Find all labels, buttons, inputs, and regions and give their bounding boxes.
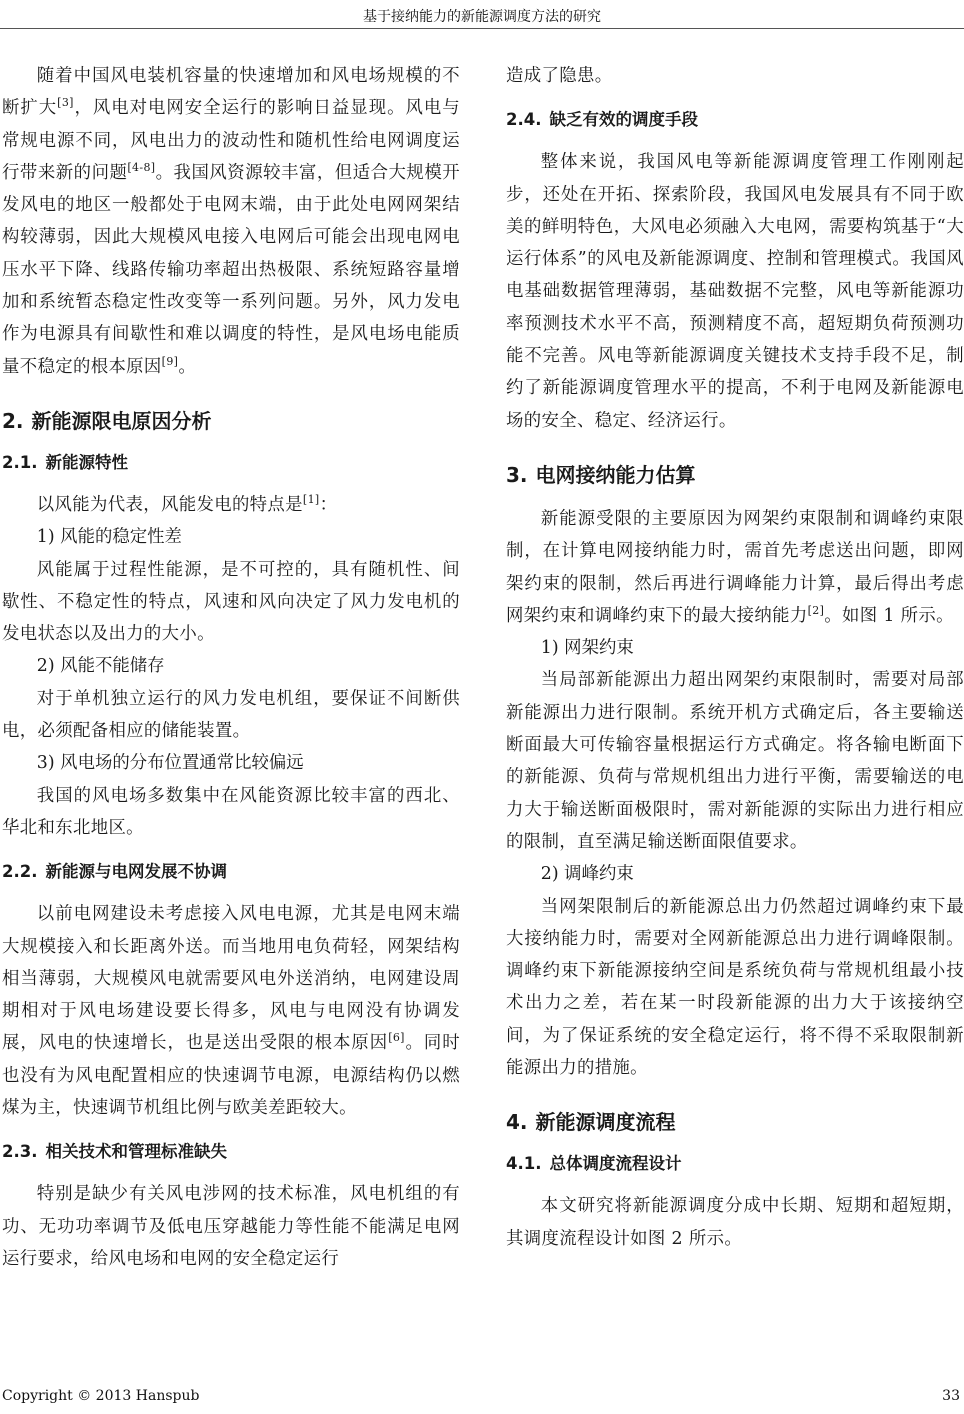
list-item-text: 对于单机独立运行的风力发电机组，要保证不间断供电，必须配备相应的储能装置。 <box>2 688 460 742</box>
paragraph-3: 新能源受限的主要原因为网架约束限制和调峰约束限制，在计算电网接纳能力时，需首先考虑送出问题，即网架约束的限制，然后再进行调峰能力计算，最后得出考虑网架约束和调峰约束下的最大接纳能力[2]。如图 1 所示。 <box>506 508 964 626</box>
paragraph-2-3-continued: 造成了隐患。 <box>506 66 613 86</box>
list-item-heading: 1) 风能的稳定性差 <box>36 527 182 548</box>
list-item-heading: 3) 风电场的分布位置通常比较偏远 <box>36 753 304 774</box>
running-header: 基于接纳能力的新能源调度方法的研究 <box>363 9 601 25</box>
paragraph-2-1-intro: 以风能为代表，风能发电的特点是[1]： <box>36 493 338 515</box>
citation[interactable]: [4-8] <box>127 161 156 175</box>
list-item-text: 风能属于过程性能源，是不可控的，具有随机性、间歇性、不稳定性的特点，风速和风向决定了风力发电机的发电状态以及出力的大小。 <box>2 559 460 645</box>
paragraph-4-1: 本文研究将新能源调度分成中长期、短期和超短期，其调度流程设计如图 2 所示。 <box>506 1196 964 1249</box>
list-item-heading: 2) 调峰约束 <box>540 864 634 885</box>
right-column <box>506 60 964 1255</box>
subsection-heading-4-1: 4.1. 总体调度流程设计 <box>506 1154 682 1174</box>
list-item-heading: 1) 网架约束 <box>540 638 634 659</box>
section-heading-4: 4. 新能源调度流程 <box>506 1110 676 1135</box>
list-item-text: 当网架限制后的新能源总出力仍然超过调峰约束下最大接纳能力时，需要对全网新能源总出力进行调峰限制。调峰约束下新能源接纳空间是系统负荷与常规机组最小技术出力之差，若在某一时段新能源的出力大于该接纳空间，为了保证系统的安全稳定运行，将不得不采取限制新能源出力的措施。 <box>506 896 964 1079</box>
subsection-heading-2-3: 2.3. 相关技术和管理标准缺失 <box>2 1142 227 1162</box>
copyright-notice: Copyright © 2013 Hanspub <box>2 1388 200 1404</box>
subsection-heading-2-1: 2.1. 新能源特性 <box>2 452 128 472</box>
citation[interactable]: [6] <box>388 1031 405 1045</box>
list-item-text: 当局部新能源出力超出网架约束限制时，需要对局部新能源出力进行限制。系统开机方式确定后，各主要输送断面最大可传输容量根据运行方式确定。将各输电断面下的新能源、负荷与常规机组出力进行平衡，需要输送的电力大于输送断面极限时，需对新能源的实际出力进行相应的限制，直至满足输送断面限值要求。 <box>506 670 964 852</box>
subsection-heading-2-2: 2.2. 新能源与电网发展不协调 <box>2 862 227 882</box>
section-heading-2: 2. 新能源限电原因分析 <box>2 408 212 433</box>
left-column <box>2 60 460 1275</box>
list-item-heading: 2) 风能不能储存 <box>36 656 165 677</box>
list-item-text: 我国的风电场多数集中在风能资源比较丰富的西北、华北和东北地区。 <box>2 785 460 838</box>
header-rule <box>0 28 964 29</box>
citation[interactable]: [2] <box>807 604 825 618</box>
citation[interactable]: [3] <box>57 96 74 110</box>
paragraph-intro: 随着中国风电装机容量的快速增加和风电场规模的不断扩大[3]，风电对电网安全运行的影响日益显现。风电与常规电源不同，风电出力的波动性和随机性给电网调度运行带来新的问题[4-8]。我国风资源较丰富，但适合大规模开发风电的地区一般都处于电网末端，由于此处电网网架结构较薄弱，因此大规模风电接入电网后可能会出现电网电压水平下降、线路传输功率超出热极限、系统短路容量增加和系统暂态稳定性改变等一系列问题。另外，风力发电作为电源具有间歇性和难以调度的特性，是风电场电能质量不稳定的根本原因[9]。 <box>2 66 461 377</box>
subsection-heading-2-4: 2.4. 缺乏有效的调度手段 <box>506 110 698 130</box>
paragraph-2-3: 特别是缺少有关风电涉网的技术标准，风电机组的有功、无功功率调节及低电压穿越能力等性能不能满足电网运行要求，给风电场和电网的安全稳定运行 <box>2 1184 460 1269</box>
citation[interactable]: [1] <box>302 493 320 507</box>
paragraph-2-2: 以前电网建设未考虑接入风电电源，尤其是电网末端大规模接入和长距离外送。而当地用电负荷轻，网架结构相当薄弱，大规模风电就需要风电外送消纳，电网建设周期相对于风电场建设要长得多，风电与电网没有协调发展，风电的快速增长，也是送出受限的根本原因[6]。同时也没有为风电配置相应的快速调节电源，电源结构仍以燃煤为主，快速调节机组比例与欧美差距较大。 <box>2 904 460 1119</box>
page-number: 33 <box>942 1388 960 1404</box>
citation[interactable]: [9] <box>161 354 179 368</box>
section-heading-3: 3. 电网接纳能力估算 <box>506 462 696 487</box>
paragraph-2-4: 整体来说，我国风电等新能源调度管理工作刚刚起步，还处在开拓、探索阶段，我国风电发展具有不同于欧美的鲜明特色，大风电必须融入大电网，需要构筑基于“大运行体系”的风电及新能源调度、控制和管理模式。我国风电基础数据管理薄弱，基础数据不完整，风电等新能源功率预测技术水平不高，预测精度不高，超短期负荷预测功能不完善。风电等新能源调度关键技术支持手段不足，制约了新能源调度管理水平的提高，不利于电网及新能源电场的安全、稳定、经济运行。 <box>506 152 964 431</box>
